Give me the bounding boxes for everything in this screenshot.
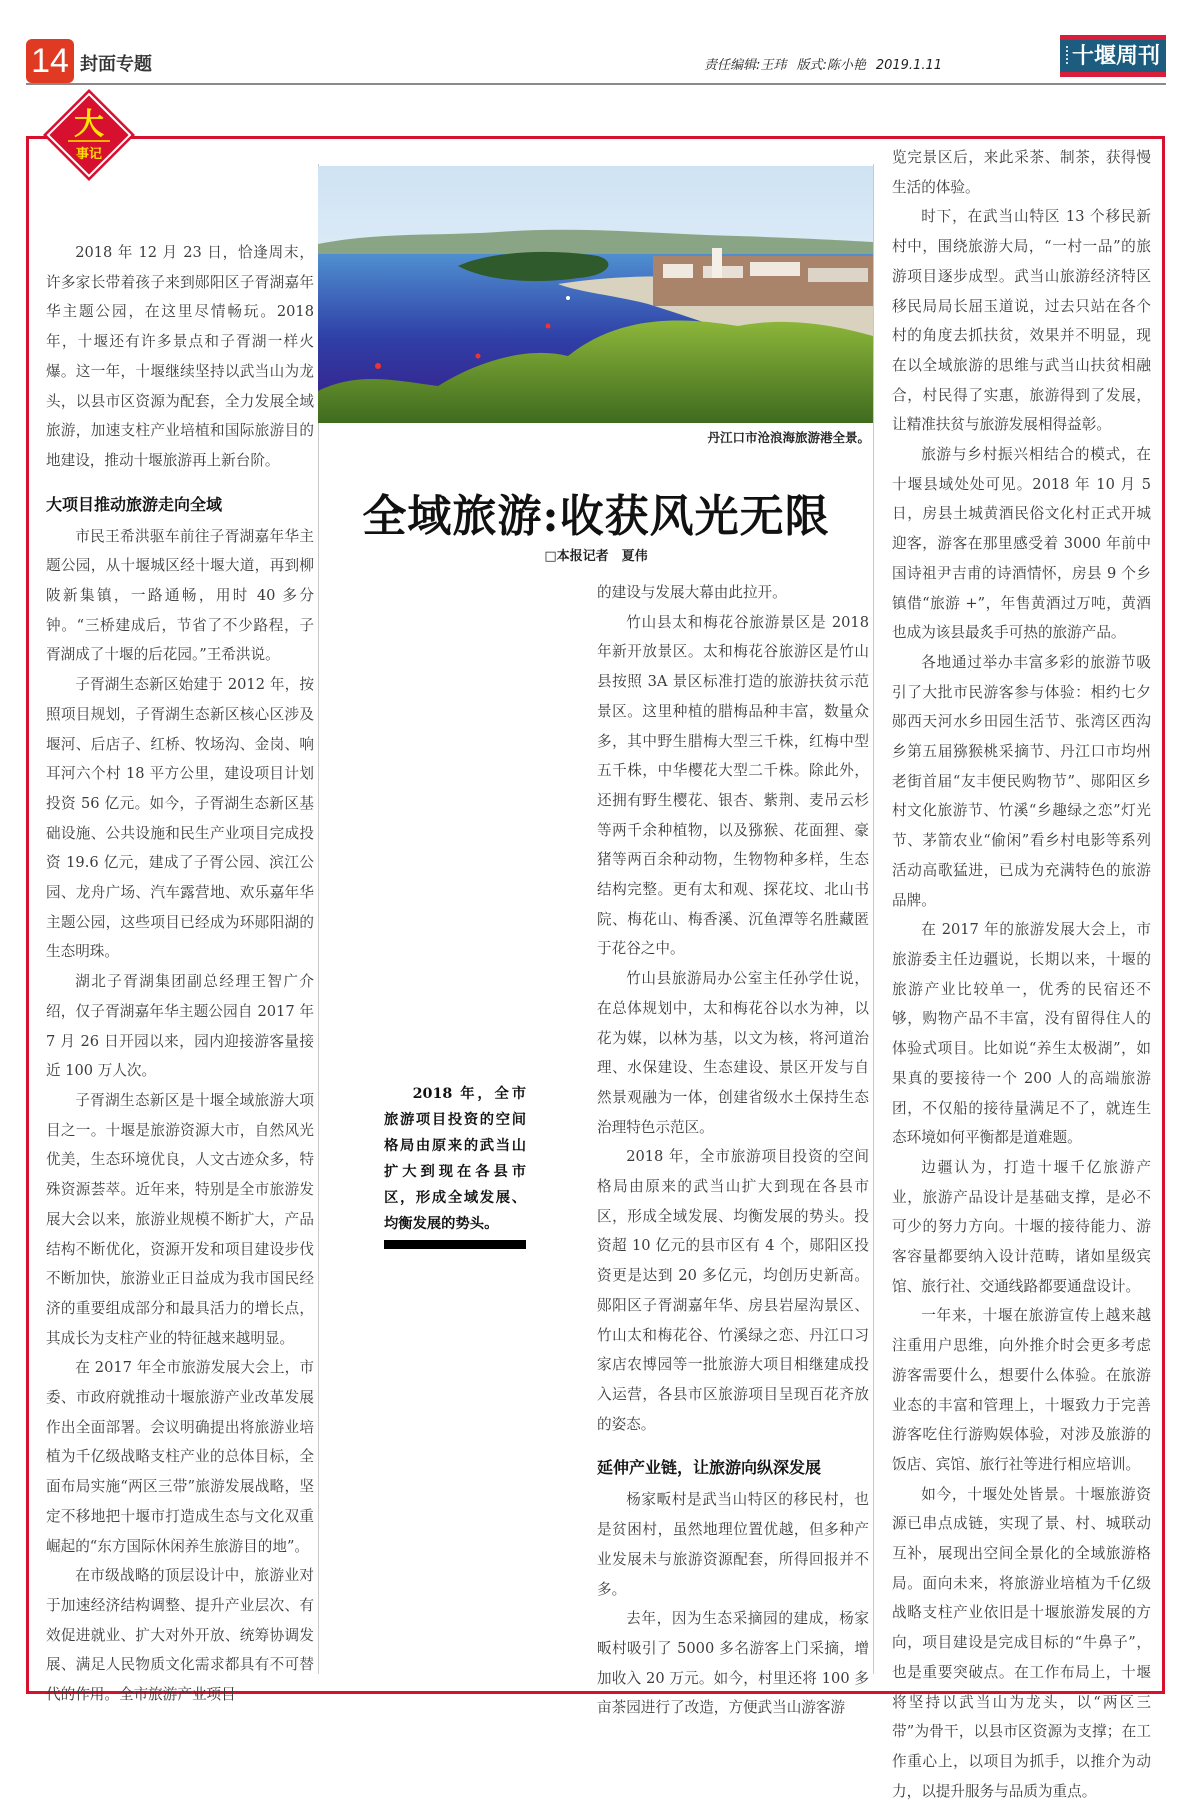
paragraph: 旅游与乡村振兴相结合的模式，在十堰县域处处可见。2018 年 10 月 5 日，房县土城黄酒民俗文化村正式开城迎客，游客在那里感受着 3000 年前中国诗祖尹吉甫的诗酒情怀，房县 9 个乡镇借“旅游 +”，年售黄酒过万吨，黄酒也成为该县最炙手可热的旅游产品。 xyxy=(892,446,1151,642)
lake-panorama-photo xyxy=(318,166,873,423)
paragraph: 时下，在武当山特区 13 个移民新村中，围绕旅游大局，“一村一品”的旅游项目逐步成型。武当山旅游经济特区移民局局长屈玉道说，过去只站在各个村的角度去抓扶贫，效果并不明显，现在以全域旅游的思维与武当山扶贫相融合，村民得了实惠，旅游得到了发展，让精准扶贫与旅游发展相得益彰。 xyxy=(892,208,1151,434)
paragraph: 览完景区后，来此采茶、制茶，获得慢生活的体验。 xyxy=(892,149,1151,196)
paragraph: 2018 年，全市旅游项目投资的空间格局由原来的武当山扩大到现在各县市区，形成全域发展、均衡发展的势头。投资超 10 亿元的县市区有 4 个，郧阳区投资更是达到 20 多亿元，均创历史新高。郧阳区子胥湖嘉年华、房县岩屋沟景区、竹山太和梅花谷、竹溪绿之恋、丹江口习家店农博园等一批旅游大项目相继建成投入运营，各县市区旅游项目呈现百花齐放的姿态。 xyxy=(597,1148,869,1433)
paragraph: 一年来，十堰在旅游宣传上越来越注重用户思维，向外推介时会更多考虑游客需要什么，想要什么体验。在旅游业态的丰富和管理上，十堰致力于完善游客吃住行游购娱体验，对涉及旅游的饭店、宾馆、旅行社等进行相应培训。 xyxy=(892,1307,1151,1473)
photo-caption: 丹江口市沧浪海旅游港全景。 xyxy=(707,430,870,445)
paragraph: 竹山县太和梅花谷旅游景区是 2018 年新开放景区。太和梅花谷旅游区是竹山县按照 3A 景区标准打造的旅游扶贫示范景区。这里种植的腊梅品种丰富，数量众多，其中野生腊梅大型三千株，红梅中型五千株，中华樱花大型二千株。除此外，还拥有野生樱花、银杏、紫荆、麦吊云杉等两千余种植物，以及猕猴、花面狸、豪猪等两百余种动物，生物物种多样，生态结构完整。更有太和观、探花坟、北山书院、梅花山、梅香溪、沉鱼潭等名胜藏匿于花谷之中。 xyxy=(597,613,869,958)
paragraph: 在市级战略的顶层设计中，旅游业对于加速经济结构调整、提升产业层次、有效促进就业、扩大对外开放、统筹协调发展、满足人民物质文化需求都具有不可替代的作用。全市旅游产业项目 xyxy=(46,1567,314,1704)
pull-quote xyxy=(384,1081,526,1237)
paragraph: 去年，因为生态采摘园的建成，杨家畈村吸引了 5000 多名游客上门采摘，增加收入 20 万元。如今，村里还将 100 多亩茶园进行了改造，方便武当山游客游 xyxy=(597,1610,869,1717)
masthead-logo xyxy=(1060,35,1166,77)
pull-quote-bar xyxy=(384,1240,526,1249)
masthead-title: 十堰周刊 xyxy=(1071,43,1160,69)
paragraph: 子胥湖生态新区是十堰全域旅游大项目之一。十堰是旅游资源大市，自然风光优美，生态环境优良，人文古迹众多，特殊资源荟萃。近年来，特别是全市旅游发展大会以来，旅游业规模不断扩大，产品结构不断优化，资源开发和项目建设步伐不断加快，旅游业正日益成为我市国民经济的重要组成部分和最具活力的增长点，其成长为支柱产业的特征越来越明显。 xyxy=(46,1091,314,1347)
big-events-badge-icon xyxy=(42,88,136,182)
paragraph: 湖北子胥湖集团副总经理王智广介绍，仅子胥湖嘉年华主题公园自 2017 年 7 月 26 日开园以来，园内迎接游客量接近 100 万人次。 xyxy=(46,973,314,1080)
paragraph: 2018 年 12 月 23 日，恰逢周末，许多家长带着孩子来到郧阳区子胥湖嘉年华主题公园，在这里尽情畅玩。2018 年，十堰还有许多景点和子胥湖一样火爆。这一年，十堰继续坚持以武当山为龙头，以县市区资源为配套，全力发展全域旅游，加速支柱产业培植和国际旅游目的地建设，推动十堰旅游再上新台阶。 xyxy=(46,244,314,469)
badge-big-char: 大 xyxy=(74,107,104,142)
paragraph: 的建设与发展大幕由此拉开。 xyxy=(597,584,787,601)
paragraph: 在 2017 年全市旅游发展大会上，市委、市政府就推动十堰旅游产业改革发展作出全面部署。会议明确提出将旅游业培植为千亿级战略支柱产业的总体目标，全面布局实施“两区三带”旅游发展战略，坚定不移地把十堰市打造成生态与文化双重崛起的“东方国际休闲养生旅游目的地”。 xyxy=(46,1359,314,1555)
article-byline: □本报记者 夏伟 xyxy=(544,549,648,564)
header-rule xyxy=(26,83,1166,85)
subheading: 大项目推动旅游走向全域 xyxy=(46,494,223,514)
paragraph: 杨家畈村是武当山特区的移民村，也是贫困村，虽然地理位置优越，但多种产业发展未与旅游资源配套，所得回报并不多。 xyxy=(597,1491,869,1598)
pull-quote-text: 2018 年，全市旅游项目投资的空间格局由原来的武当山扩大到现在各县市区，形成全域发展、均衡发展的势头。 xyxy=(384,1086,526,1232)
section-title: 封面专题 xyxy=(80,54,152,75)
article-headline: 全域旅游:收获风光无限 xyxy=(362,491,830,542)
badge-small-chars: 事记 xyxy=(75,147,103,162)
left-column xyxy=(46,238,314,1704)
credits xyxy=(694,54,942,73)
middle-column xyxy=(597,578,869,1717)
issue-date: 2019.1.11 xyxy=(875,58,942,73)
paragraph: 边疆认为，打造十堰千亿旅游产业，旅游产品设计是基础支撑，是必不可少的努力方向。十堰的接待能力、游客容量都要纳入设计范畴，诸如星级宾馆、旅行社、交通线路都要通盘设计。 xyxy=(892,1158,1151,1295)
layout-credit: 版式:陈小艳 xyxy=(796,58,866,73)
editor-credit: 责任编辑:王玮 xyxy=(704,58,787,73)
paragraph: 如今，十堰处处皆景。十堰旅游资源已串点成链，实现了景、村、城联动互补，展现出空间全景化的全域旅游格局。面向未来，将旅游业培植为千亿级战略支柱产业依旧是十堰旅游发展的方向，项目建设是完成目标的“牛鼻子”，也是重要突破点。在工作布局上，十堰将坚持以武当山为龙头，以“两区三带”为骨干，以县市区资源为支撑；在工作重心上，以项目为抓手，以推介为动力，以提升服务与品质为重点。 xyxy=(892,1485,1151,1800)
paragraph: 市民王希洪驱车前往子胥湖嘉年华主题公园，从十堰城区经十堰大道，再到柳陂新集镇，一路通畅，用时 40 多分钟。“三桥建成后，节省了不少路程，子胥湖成了十堰的后花园。”王希洪说。 xyxy=(46,527,314,664)
paragraph: 在 2017 年的旅游发展大会上，市旅游委主任边疆说，长期以来，十堰的旅游产业比较单一，优秀的民宿还不够，购物产品不丰富，没有留得住人的体验式项目。比如说“养生太极湖”，如果真的要接待一个 200 人的高端旅游团，不仅船的接待量满足不了，就连生态环境如何平衡都是道难题。 xyxy=(892,921,1151,1147)
paragraph: 竹山县旅游局办公室主任孙学仕说，在总体规划中，太和梅花谷以水为神，以花为媒，以林为基，以文为核，将河道治理、水保建设、生态建设、景区开发与自然景观融为一体，创建省级水土保持生态治理特色示范区。 xyxy=(597,970,869,1136)
paragraph: 子胥湖生态新区始建于 2012 年，按照项目规划，子胥湖生态新区核心区涉及堰河、后店子、红桥、牧场沟、金岗、响耳河六个村 18 平方公里，建设项目计划投资 56 亿元。如今，子胥湖生态新区基础设施、公共设施和民生产业项目完成投资 19.6 亿元，建成了子胥公园、滨江公园、龙舟广场、汽车露营地、欢乐嘉年华主题公园，这些项目已经成为环郧阳湖的生态明珠。 xyxy=(46,676,314,961)
subheading: 延伸产业链，让旅游向纵深发展 xyxy=(597,1458,822,1478)
right-column xyxy=(892,143,1151,1800)
column-divider xyxy=(873,164,874,1674)
page-number: 14 xyxy=(26,39,74,83)
paragraph: 各地通过举办丰富多彩的旅游节吸引了大批市民游客参与体验：相约七夕郧西天河水乡田园生活节、张湾区西沟乡第五届猕猴桃采摘节、丹江口市均州老街首届“友丰便民购物节”、郧阳区乡村文化旅游节、竹溪“乡趣绿之恋”灯光节、茅箭农业“偷闲”看乡村电影等系列活动高歌猛进，已成为充满特色的旅游品牌。 xyxy=(892,653,1151,909)
masthead-dots-icon xyxy=(1066,46,1070,64)
